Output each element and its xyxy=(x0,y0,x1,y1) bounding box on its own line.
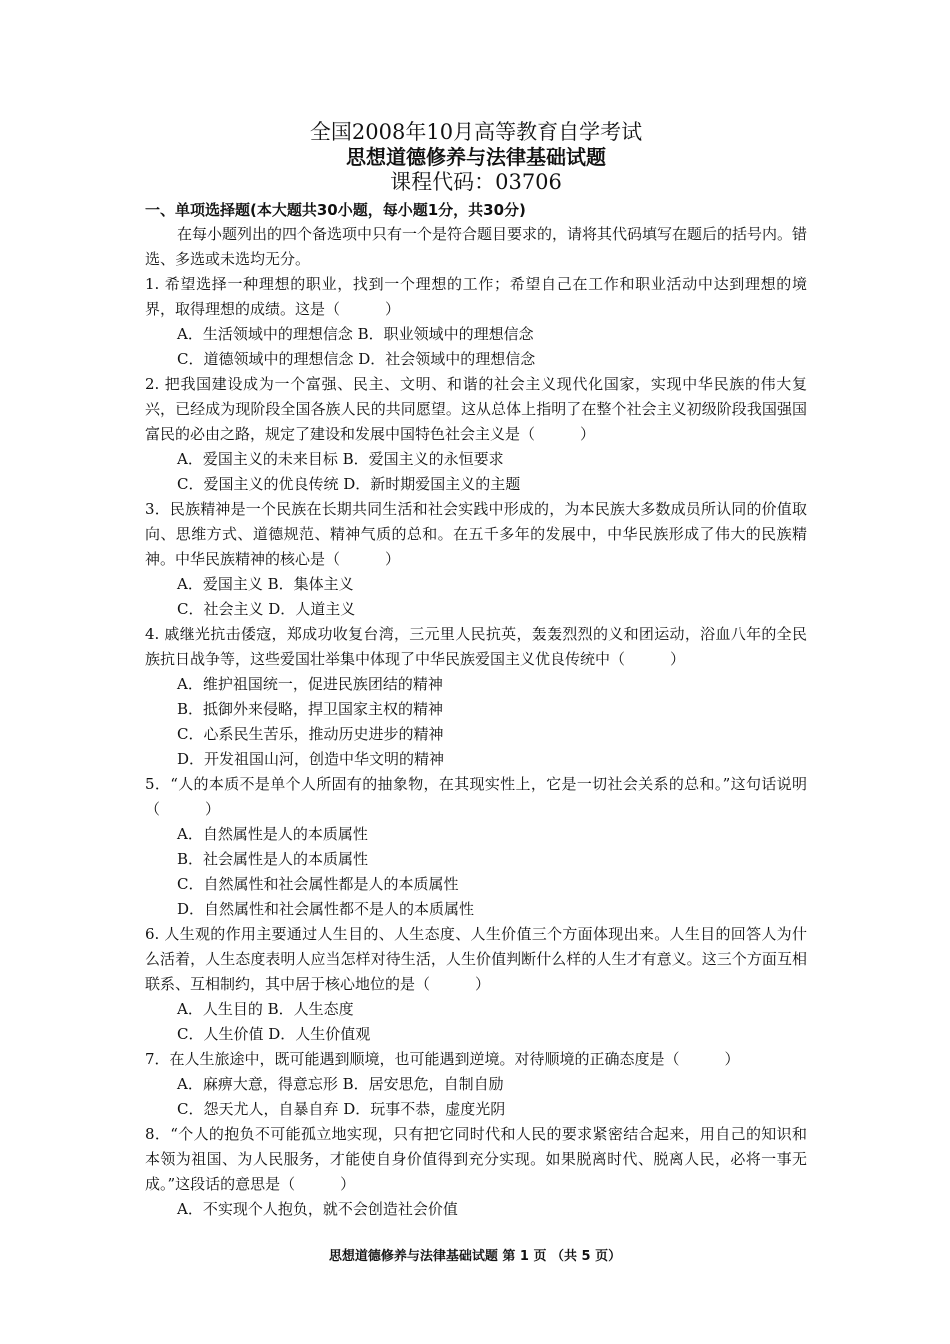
question-option: C．道德领域中的理想信念 D．社会领域中的理想信念 xyxy=(177,350,536,368)
question-stem: 6. 人生观的作用主要通过人生目的、人生态度、人生价值三个方面体现出来。人生目的回答人为什么活着，人生态度表明人应当怎样对待生活，人生价值判断什么样的人生才有意义。这三个方面互相联系、互相制约，其中居于核心地位的是（ ） xyxy=(145,925,807,993)
section-heading: 一、单项选择题(本大题共30小题，每小题1分，共30分) xyxy=(145,201,526,219)
question-option: A．人生目的 B．人生态度 xyxy=(177,1000,354,1018)
question-option: C．心系民生苦乐，推动历史进步的精神 xyxy=(177,725,444,743)
question-stem: 5．“人的本质不是单个人所固有的抽象物，在其现实性上，它是一切社会关系的总和。”这句话说明（ ） xyxy=(145,775,807,818)
question-stem: 1. 希望选择一种理想的职业，找到一个理想的工作；希望自己在工作和职业活动中达到理想的境界，取得理想的成绩。这是（ ） xyxy=(145,275,807,318)
question-stem: 8．“个人的抱负不可能孤立地实现，只有把它同时代和人民的要求紧密结合起来，用自己的知识和本领为祖国、为人民服务，才能使自身价值得到充分实现。如果脱离时代、脱离人民，必将一事无成。”这段话的意思是（ ） xyxy=(145,1125,807,1193)
question-option: C．爱国主义的优良传统 D．新时期爱国主义的主题 xyxy=(177,475,521,493)
question-option: A．不实现个人抱负，就不会创造社会价值 xyxy=(177,1200,458,1218)
question-option: D．自然属性和社会属性都不是人的本质属性 xyxy=(177,900,475,918)
question-option: A．爱国主义 B．集体主义 xyxy=(177,575,354,593)
question-stem: 3．民族精神是一个民族在长期共同生活和社会实践中形成的，为本民族大多数成员所认同的价值取向、思维方式、道德规范、精神气质的总和。在五千多年的发展中，中华民族形成了伟大的民族精神。中华民族精神的核心是（ ） xyxy=(145,500,807,568)
course-code: 课程代码：03706 xyxy=(390,170,562,194)
question-stem: 2. 把我国建设成为一个富强、民主、文明、和谐的社会主义现代化国家，实现中华民族的伟大复兴，已经成为现阶段全国各族人民的共同愿望。这从总体上指明了在整个社会主义初级阶段我国强国富民的必由之路，规定了建设和发展中国特色社会主义是（ ） xyxy=(145,375,807,443)
question-option: C．自然属性和社会属性都是人的本质属性 xyxy=(177,875,459,893)
question-option: A．麻痹大意，得意忘形 B．居安思危，自制自励 xyxy=(177,1075,504,1093)
question-stem: 7．在人生旅途中，既可能遇到顺境，也可能遇到逆境。对待顺境的正确态度是（ ） xyxy=(145,1050,740,1068)
exam-page xyxy=(145,120,807,1222)
question-option: A．维护祖国统一，促进民族团结的精神 xyxy=(177,675,443,693)
question-option: D．开发祖国山河，创造中华文明的精神 xyxy=(177,750,445,768)
page-footer: 思想道德修养与法律基础试题 第 1 页 （共 5 页） xyxy=(328,1249,622,1264)
question-option: C．社会主义 D．人道主义 xyxy=(177,600,356,618)
question-option: C．怨天尤人，自暴自弃 D．玩事不恭，虚度光阴 xyxy=(177,1100,506,1118)
section-instructions: 在每小题列出的四个备选项中只有一个是符合题目要求的，请将其代码填写在题后的括号内。错选、多选或未选均无分。 xyxy=(145,225,808,268)
question-option: A．自然属性是人的本质属性 xyxy=(177,825,368,843)
exam-title: 全国2008年10月高等教育自学考试 xyxy=(309,120,643,144)
question-option: A．生活领域中的理想信念 B．职业领域中的理想信念 xyxy=(177,325,534,343)
question-stem: 4. 戚继光抗击倭寇，郑成功收复台湾，三元里人民抗英，轰轰烈烈的义和团运动，浴血八年的全民族抗日战争等，这些爱国壮举集中体现了中华民族爱国主义优良传统中（ ） xyxy=(145,625,807,668)
question-option: C．人生价值 D．人生价值观 xyxy=(177,1025,371,1043)
question-option: B．社会属性是人的本质属性 xyxy=(177,850,369,868)
question-option: A．爱国主义的未来目标 B．爱国主义的永恒要求 xyxy=(177,450,504,468)
question-option: B．抵御外来侵略，捍卫国家主权的精神 xyxy=(177,700,444,718)
subject-title: 思想道德修养与法律基础试题 xyxy=(346,145,606,169)
question-list xyxy=(145,272,807,1222)
